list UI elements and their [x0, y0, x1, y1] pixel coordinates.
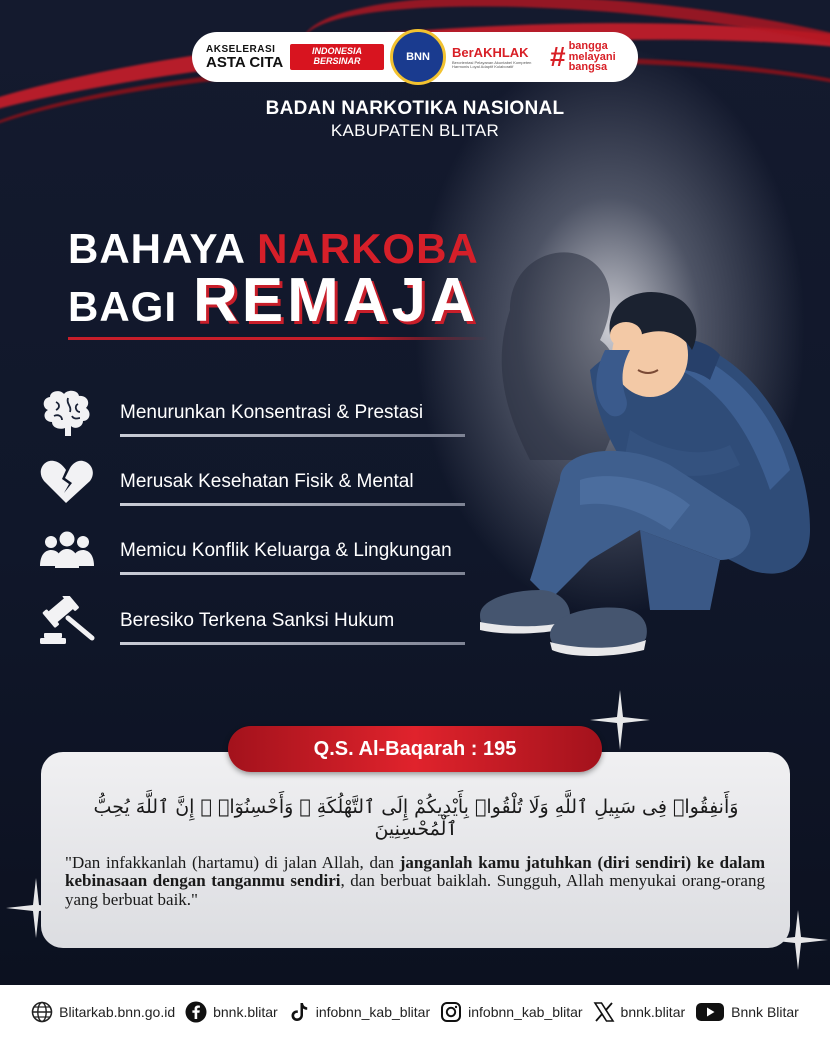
facebook-icon — [185, 1001, 207, 1023]
gavel-icon — [38, 596, 96, 646]
social-footer — [0, 985, 830, 1039]
footer-x-text: bnnk.blitar — [620, 1004, 686, 1020]
berakhlak-logo-text: BerAKHLAK — [452, 44, 529, 60]
danger-item — [38, 388, 468, 438]
organization-name: BADAN NARKOTIKA NASIONAL — [265, 98, 565, 119]
bangga-melayani-bangsa-logo — [550, 41, 630, 72]
verse-translation — [65, 854, 765, 909]
danger-text: Memicu Konflik Keluarga & Lingkungan — [120, 540, 452, 561]
title-word-bagi: BAGI — [68, 283, 177, 330]
bnn-emblem-logo — [390, 29, 446, 85]
footer-youtube[interactable] — [695, 1001, 799, 1023]
footer-tiktok-text: infobnn_kab_blitar — [315, 1004, 431, 1020]
x-icon — [593, 1001, 615, 1023]
danger-item — [38, 596, 468, 646]
footer-facebook[interactable] — [185, 1001, 278, 1023]
bnn-emblem-text: BNN — [406, 51, 430, 63]
divider — [120, 434, 465, 437]
berakhlak-tagline: Berorientasi Pelayanan Akuntabel Kompeten Harmonis Loyal Adaptif Kolaboratif — [452, 59, 532, 69]
danger-text: Beresiko Terkena Sanksi Hukum — [120, 610, 395, 631]
broken-heart-icon — [38, 457, 96, 507]
hashtag-icon: # — [550, 40, 566, 72]
title-underline — [68, 337, 488, 340]
youtube-icon — [695, 1001, 725, 1023]
title-word-bahaya: BAHAYA — [68, 225, 245, 272]
translation-part1: "Dan infakkanlah (hartamu) di jalan Allah, dan — [65, 853, 400, 872]
footer-x[interactable] — [593, 1001, 686, 1023]
translation-part2: , dan berbuat baiklah. Sungguh, Allah menyukai orang-orang yang berbuat baik." — [65, 871, 765, 909]
danger-item — [38, 457, 468, 507]
organization-subtitle: KABUPATEN BLITAR — [330, 121, 500, 140]
poster-title-line2 — [68, 266, 479, 335]
asta-cita-logo-line2: ASTA CITA — [206, 53, 284, 71]
people-group-icon — [38, 526, 96, 576]
poster-title-line1 — [68, 225, 479, 272]
partner-logo-bar — [192, 32, 638, 82]
instagram-icon — [440, 1001, 462, 1023]
quran-reference-badge: Q.S. Al-Baqarah : 195 — [228, 726, 602, 772]
bangga-line2: melayani — [568, 50, 616, 63]
quran-verse-box — [41, 752, 790, 948]
arabic-verse: وَأَنفِقُوا۟ فِى سَبِيلِ ٱللَّهِ وَلَا تُلْقُوا۟ بِأَيْدِيكُمْ إِلَى ٱلتَّهْلُكَةِ ۛ وَأَحْسِنُوٓا۟ ۛ إِنَّ ٱللَّهَ يُحِبُّ ٱلْمُحْسِنِينَ — [93, 796, 739, 840]
asta-cita-logo-line1: AKSELERASI — [206, 43, 276, 55]
footer-instagram[interactable] — [440, 1001, 582, 1023]
footer-instagram-text: infobnn_kab_blitar — [468, 1004, 583, 1020]
divider — [120, 572, 465, 575]
asta-cita-logo — [206, 45, 284, 70]
indonesia-bersinar-logo: INDONESIA BERSINAR — [290, 44, 384, 70]
footer-youtube-text: Bnnk Blitar — [731, 1004, 799, 1020]
title-word-narkoba: NARKOBA — [257, 225, 479, 272]
globe-icon — [31, 1001, 53, 1023]
translation-emphasis: janganlah kamu jatuhkan (diri sendiri) ke dalam kebinasaan dengan tanganmu sendiri — [65, 853, 765, 891]
footer-website-text: Blitarkab.bnn.go.id — [59, 1004, 176, 1020]
sad-teen-illustration — [470, 230, 830, 670]
berakhlak-logo — [452, 46, 544, 69]
title-word-remaja: REMAJA — [193, 266, 479, 335]
bangga-line1: bangga — [568, 40, 608, 53]
divider — [120, 503, 465, 506]
footer-tiktok[interactable] — [288, 1001, 430, 1023]
danger-text: Merusak Kesehatan Fisik & Mental — [120, 471, 414, 492]
brain-icon — [38, 388, 96, 438]
danger-item — [38, 526, 468, 576]
divider — [120, 642, 465, 645]
bangga-line3: bangsa — [568, 61, 608, 74]
tiktok-icon — [288, 1001, 310, 1023]
footer-website[interactable] — [31, 1001, 175, 1023]
footer-facebook-text: bnnk.blitar — [213, 1004, 278, 1020]
danger-text: Menurunkan Konsentrasi & Prestasi — [120, 402, 424, 423]
